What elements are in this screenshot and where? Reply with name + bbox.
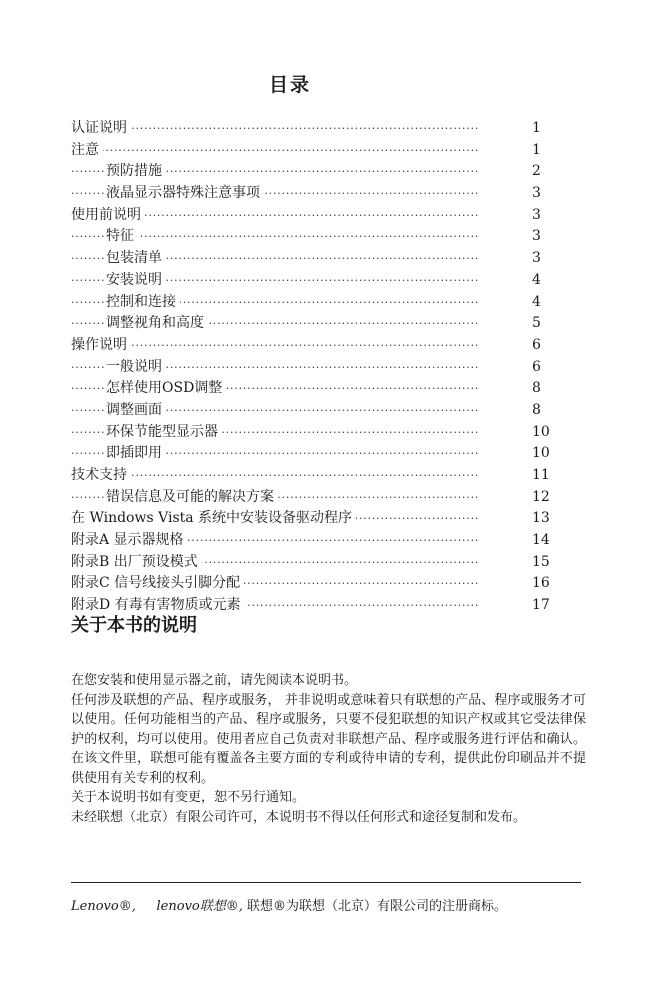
toc-entry-label: 附录B 出厂预设模式 bbox=[71, 552, 202, 574]
toc-entry-label: 调整视角和高度 bbox=[106, 313, 208, 335]
toc-entry[interactable] bbox=[71, 422, 571, 444]
toc-entry[interactable] bbox=[71, 508, 571, 530]
about-paragraph: 任何涉及联想的产品、程序或服务， 并非说明或意味着只有联想的产品、程序或服务才可以使用。任何功能相当的产品、程序或服务，只要不侵犯联想的知识产权或其它受法律保护的权利，均可以使用。使用者应自己负责对非联想产品、程序或服务进行评估和确认。在该文件里，联想可能有覆盖各主要方面的专利或待申请的专利，提供此份印刷品并不提供使用有关专利的权利。 bbox=[71, 692, 586, 786]
toc-title: 目录 bbox=[268, 74, 311, 96]
toc-entry[interactable] bbox=[71, 140, 571, 162]
toc-entry-label: 在 Windows Vista 系统中安装设备驱动程序 bbox=[71, 508, 356, 530]
toc-entry[interactable] bbox=[71, 205, 571, 227]
about-heading: 关于本书的说明 bbox=[71, 615, 197, 636]
toc-entry[interactable] bbox=[71, 443, 571, 465]
toc-leader-dots bbox=[71, 118, 480, 140]
toc-entry-label: 使用前说明 bbox=[71, 205, 145, 227]
toc-entry[interactable] bbox=[71, 270, 571, 292]
toc-entry-page: 13 bbox=[532, 510, 550, 527]
toc-entry-page: 1 bbox=[532, 120, 541, 136]
about-body bbox=[71, 671, 586, 827]
footer-divider bbox=[71, 882, 581, 883]
toc-entry[interactable] bbox=[71, 313, 571, 335]
toc-entry-page: 3 bbox=[532, 185, 541, 202]
toc-entry[interactable] bbox=[71, 530, 571, 552]
toc-entry-page: 12 bbox=[532, 488, 550, 505]
toc-entry-label: 安装说明 bbox=[106, 270, 166, 292]
toc-entry-label: 调整画面 bbox=[106, 400, 166, 422]
toc-entry-page: 10 bbox=[532, 445, 550, 462]
toc-entry-label: 认证说明 bbox=[71, 118, 131, 140]
toc-entry[interactable] bbox=[71, 226, 571, 248]
toc-entry-page: 3 bbox=[532, 228, 541, 245]
toc-entry[interactable] bbox=[71, 487, 571, 509]
toc-entry-page: 3 bbox=[532, 206, 541, 223]
toc-entry-label: 包装清单 bbox=[106, 248, 166, 270]
toc-entry-label: 即插即用 bbox=[106, 443, 166, 465]
trademark-notice bbox=[71, 897, 591, 917]
toc-entry[interactable] bbox=[71, 465, 571, 487]
toc-entry[interactable] bbox=[71, 248, 571, 270]
toc-leader-dots bbox=[71, 465, 480, 487]
toc-entry-label: 控制和连接 bbox=[106, 292, 180, 314]
toc-entry-page: 11 bbox=[532, 467, 550, 483]
toc-leader-dots bbox=[71, 335, 480, 357]
toc-entry-label: 环保节能型显示器 bbox=[106, 422, 222, 444]
about-paragraph: 在您安装和使用显示器之前，请先阅读本说明书。 bbox=[71, 673, 358, 688]
toc-entry[interactable] bbox=[71, 400, 571, 422]
toc-entry-page: 10 bbox=[532, 423, 550, 440]
about-paragraph: 关于本说明书如有变更，恕不另行通知。 bbox=[71, 790, 306, 805]
toc-entry-label: 一般说明 bbox=[106, 357, 166, 379]
toc-entry-page: 8 bbox=[532, 380, 541, 397]
toc-entry[interactable] bbox=[71, 552, 571, 574]
toc-entry-label: 液晶显示器特殊注意事项 bbox=[106, 183, 264, 205]
brand-lenovo-cn: lenovo联想®, bbox=[156, 899, 243, 914]
toc-entry-label: 技术支持 bbox=[71, 465, 131, 487]
toc-leader-dots bbox=[71, 140, 480, 162]
toc-entry-page: 1 bbox=[532, 141, 541, 158]
toc-entry-page: 15 bbox=[532, 553, 550, 570]
toc-entry-label: 注意 bbox=[71, 140, 103, 162]
toc-entry-label: 附录D 有毒有害物质或元素 bbox=[71, 595, 245, 617]
toc-entry[interactable] bbox=[71, 161, 571, 183]
toc-entry-label: 附录C 信号线接头引脚分配 bbox=[71, 573, 244, 595]
about-paragraph: 未经联想（北京）有限公司许可，本说明书不得以任何形式和途径复制和发布。 bbox=[71, 809, 527, 825]
toc-entry-label: 特征 bbox=[106, 226, 138, 248]
toc-entry-page: 2 bbox=[532, 163, 541, 180]
toc-entry[interactable] bbox=[71, 335, 571, 357]
toc-entry[interactable] bbox=[71, 357, 571, 379]
toc-entry-page: 3 bbox=[532, 250, 541, 267]
toc-entry[interactable] bbox=[71, 378, 571, 400]
toc-entry[interactable] bbox=[71, 183, 571, 205]
toc-entry-page: 4 bbox=[532, 271, 541, 288]
toc-entry-page: 6 bbox=[532, 358, 541, 375]
toc-entry-page: 17 bbox=[532, 597, 550, 614]
toc-entry-page: 5 bbox=[532, 315, 541, 332]
toc-entry-label: 附录A 显示器规格 bbox=[71, 530, 188, 552]
toc-entry-page: 6 bbox=[532, 336, 541, 353]
toc-entry-label: 操作说明 bbox=[71, 335, 131, 357]
toc-entry-page: 14 bbox=[532, 532, 550, 549]
toc-entry-page: 16 bbox=[532, 575, 550, 592]
toc-entry-page: 8 bbox=[532, 401, 541, 418]
toc-entry-label: 错误信息及可能的解决方案 bbox=[106, 487, 278, 509]
toc-entry[interactable] bbox=[71, 118, 571, 140]
toc-entry-label: 预防措施 bbox=[106, 161, 166, 183]
toc-entry-label: 怎样使用OSD调整 bbox=[106, 378, 226, 400]
brand-lenovo: Lenovo®, bbox=[71, 899, 136, 914]
table-of-contents bbox=[71, 118, 571, 617]
toc-entry-page: 4 bbox=[532, 293, 541, 310]
toc-entry[interactable] bbox=[71, 292, 571, 314]
toc-entry[interactable] bbox=[71, 573, 571, 595]
trademark-text: 联想®为联想（北京）有限公司的注册商标。 bbox=[247, 899, 508, 914]
